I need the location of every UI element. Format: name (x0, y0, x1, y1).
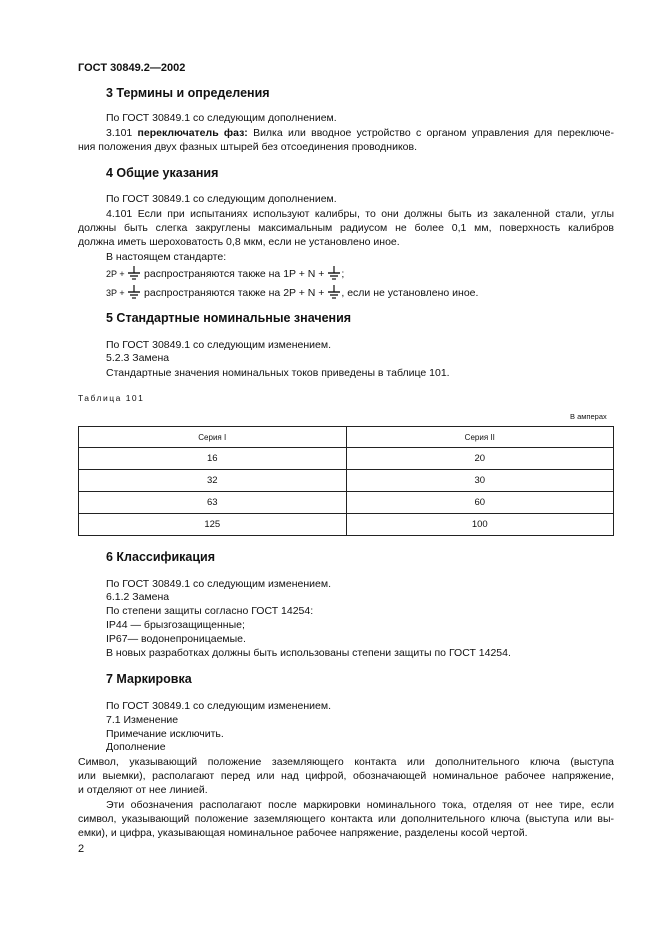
table-cell: 32 (79, 470, 347, 492)
section-7-paragraph-2: 7.1 Изменение (106, 714, 179, 726)
table-cell: 60 (346, 492, 614, 514)
section-3-heading: 3 Термины и определения (106, 86, 270, 100)
ground-icon (327, 266, 341, 280)
pole-combination-row-1 (106, 266, 344, 281)
table-caption: Таблица 101 (78, 393, 145, 403)
section-4-paragraph-3: В настоящем стандарте: (106, 251, 227, 263)
combination-label: 3P + (106, 288, 128, 298)
ground-icon (127, 285, 141, 299)
section-7-paragraph-6-line-3: емки), и цифра, указывающая номинальное рабочее напряжение, разделены косой чертой. (78, 827, 528, 839)
rated-current-table (78, 426, 614, 536)
section-6-paragraph-6: В новых разработках должны быть использованы степени защиты по ГОСТ 14254. (106, 647, 511, 659)
section-4-paragraph-2-line-1: 4.101 Если при испытаниях используют калибры, то они должны быть из закаленной стали, углы (106, 208, 614, 220)
table-cell: 16 (79, 448, 347, 470)
section-5-paragraph-3: Стандартные значения номинальных токов приведены в таблице 101. (106, 367, 450, 379)
section-4-paragraph-2-line-2: должны быть слегка закруглены максимальным радиусом не более 0,1 мм, поверхность калибров (78, 222, 614, 234)
definition-text: Вилка или вводное устройство с органом управления для переключе- (247, 127, 614, 139)
section-7-paragraph-6-line-1: Эти обозначения располагают после маркировки номинального тока, отделяя от нее тире, если (106, 799, 614, 811)
definition-number: 3.101 (106, 127, 138, 139)
section-5-paragraph-1: По ГОСТ 30849.1 со следующим изменением. (106, 339, 332, 351)
table-cell: 100 (346, 514, 614, 536)
section-7-paragraph-4: Дополнение (106, 741, 166, 753)
section-6-paragraph-5: IP67— водонепроницаемые. (106, 633, 246, 645)
section-7-paragraph-5-line-2: или выемки), располагают перед или над цифрой, обозначающей номинальное рабочее напряжение, (78, 770, 614, 782)
section-7-paragraph-3: Примечание исключить. (106, 728, 224, 740)
section-7-heading: 7 Маркировка (106, 672, 192, 686)
section-7-paragraph-6-line-2: символ, указывающий положение заземляющего контакта или дополнительного ключа (выступа или вы- (78, 813, 614, 825)
section-3-definition-line-1 (106, 127, 614, 140)
section-7-paragraph-5-line-1: Символ, указывающий положение заземляющего контакта или дополнительного ключа (выступа (78, 756, 614, 768)
table-header-row (79, 427, 614, 448)
table-row (79, 492, 614, 514)
table-row (79, 470, 614, 492)
section-7-paragraph-1: По ГОСТ 30849.1 со следующим изменением. (106, 700, 332, 712)
section-7-paragraph-5-line-3: и отделяют от нее линией. (78, 784, 208, 796)
section-6-paragraph-3: По степени защиты согласно ГОСТ 14254: (106, 605, 314, 617)
table-cell: 20 (346, 448, 614, 470)
section-4-paragraph-1: По ГОСТ 30849.1 со следующим дополнением. (106, 193, 337, 205)
table-cell: 63 (79, 492, 347, 514)
pole-combination-row-2 (106, 285, 478, 300)
definition-term: переключатель фаз: (137, 127, 248, 139)
section-6-paragraph-1: По ГОСТ 30849.1 со следующим изменением. (106, 578, 332, 590)
combination-text: распространяются также на 2P + N + (141, 287, 328, 299)
section-3-paragraph-1: По ГОСТ 30849.1 со следующим дополнением. (106, 112, 337, 124)
document-header: ГОСТ 30849.2—2002 (78, 62, 186, 74)
combination-label: 2P + (106, 269, 128, 279)
section-5-paragraph-2: 5.2.3 Замена (106, 352, 170, 364)
table-cell: 30 (346, 470, 614, 492)
table-row (79, 448, 614, 470)
table-cell: 125 (79, 514, 347, 536)
combination-end: ; (341, 268, 345, 280)
section-4-paragraph-2-line-3: должна иметь шероховатость 0,8 мкм, если не установлено иное. (78, 236, 400, 248)
ground-icon (127, 266, 141, 280)
combination-text: распространяются также на 1P + N + (141, 268, 328, 280)
section-3-definition-line-2: ния положения двух фазных штырей без отсоединения проводников. (78, 141, 417, 153)
section-6-heading: 6 Классификация (106, 550, 216, 564)
table-unit: В амперах (570, 412, 607, 421)
section-6-paragraph-4: IP44 — брызгозащищенные; (106, 619, 245, 631)
combination-end: , если не установлено иное. (341, 287, 479, 299)
table-row (79, 514, 614, 536)
column-header: Серия I (79, 427, 347, 448)
column-header: Серия II (346, 427, 614, 448)
section-5-heading: 5 Стандартные номинальные значения (106, 311, 352, 325)
ground-icon (327, 285, 341, 299)
section-6-paragraph-2: 6.1.2 Замена (106, 591, 170, 603)
section-4-heading: 4 Общие указания (106, 166, 219, 180)
page-number: 2 (78, 843, 85, 855)
